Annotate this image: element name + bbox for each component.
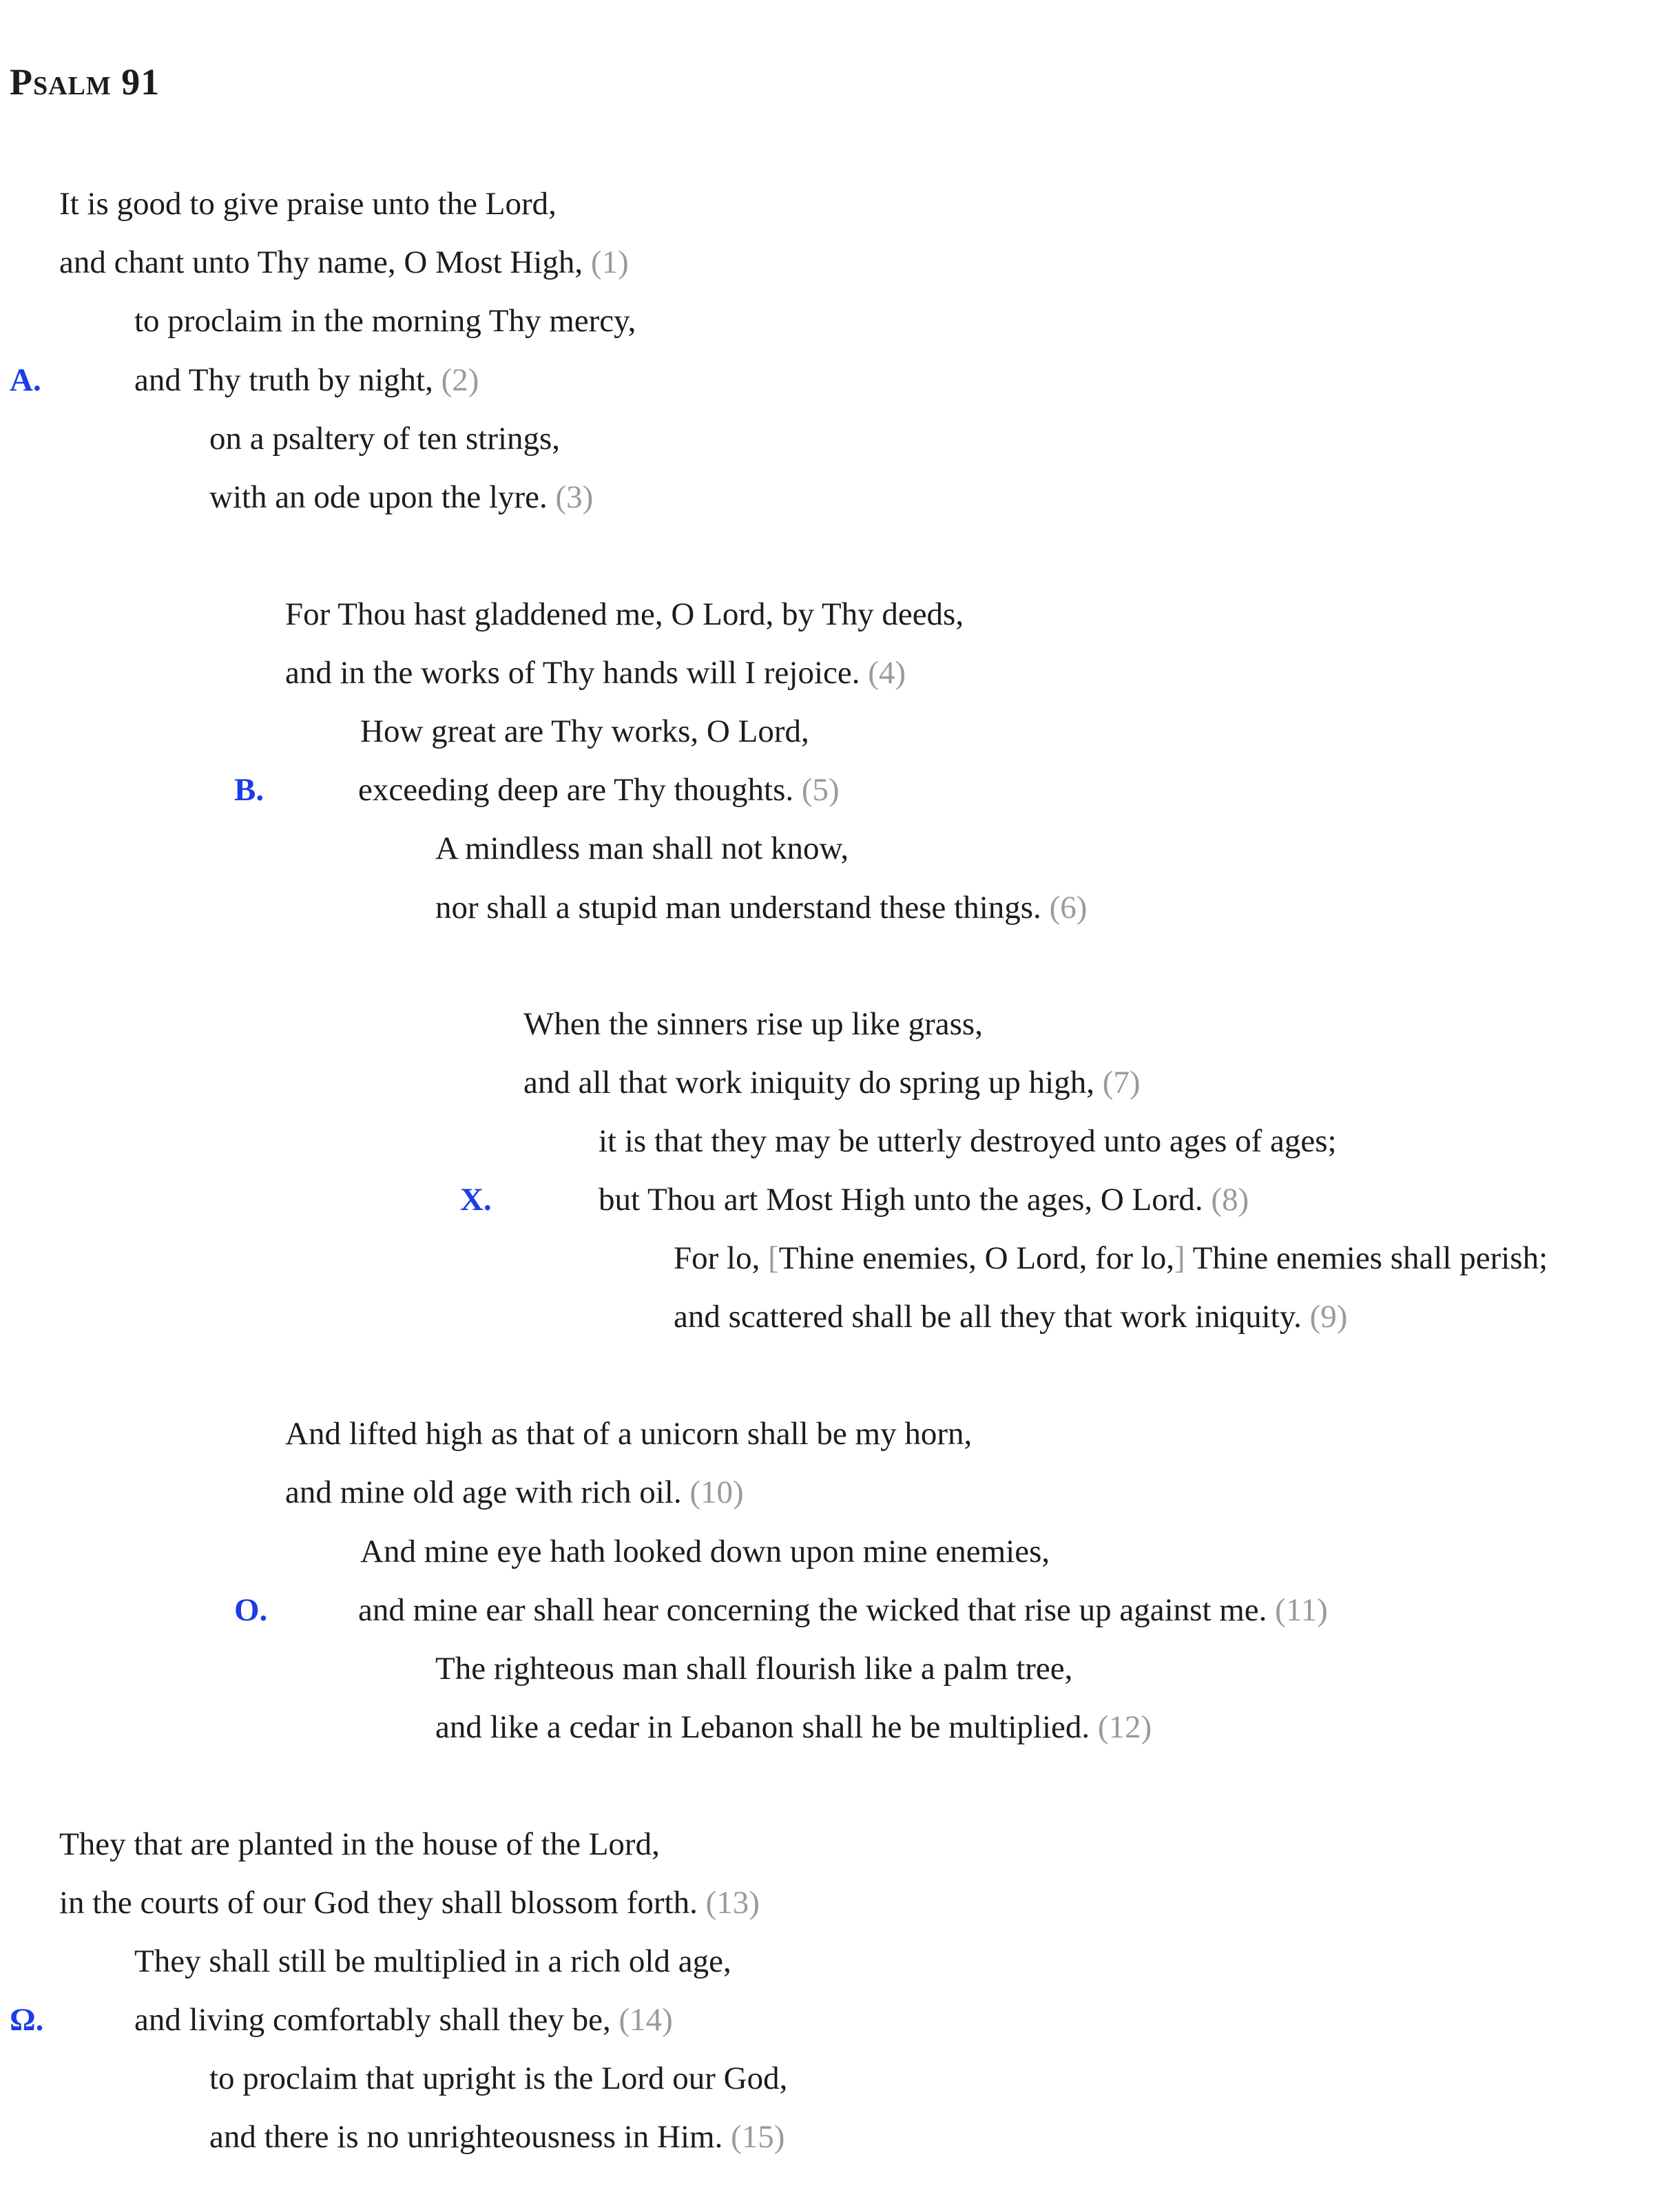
- verse-line: [134, 1941, 731, 1982]
- verse-line: [360, 1531, 1050, 1572]
- verse-line: [599, 1120, 1337, 1162]
- verse-number: (10): [689, 1474, 744, 1510]
- verse-text: and there is no unrighteousness in Him.: [209, 2119, 723, 2155]
- verse-number: (12): [1097, 1709, 1152, 1745]
- verse-text: They shall still be multiplied in a rich old age,: [134, 1943, 731, 1979]
- verse-line: [435, 887, 1087, 928]
- verse-text: and scattered shall be all they that work iniquity.: [674, 1299, 1302, 1335]
- verse-text: And mine eye hath looked down upon mine enemies,: [360, 1534, 1050, 1569]
- page-title: Psalm 91: [10, 61, 160, 103]
- verse-number: (13): [705, 1885, 760, 1921]
- verse-text: For Thou hast gladdened me, O Lord, by Thy deeds,: [285, 596, 964, 632]
- verse-line: [360, 711, 809, 752]
- stanza-marker: B.: [234, 772, 264, 808]
- verse-text: on a psaltery of ten strings,: [209, 421, 561, 457]
- verse-line: [59, 1824, 660, 1865]
- verse-text: and Thy truth by night,: [134, 362, 433, 398]
- verse-text: Thine enemies shall perish;: [1185, 1240, 1548, 1276]
- verse-line: [358, 769, 840, 811]
- stanza-marker: Ω.: [10, 2002, 44, 2038]
- verse-line: [285, 594, 964, 635]
- verse-number: (8): [1211, 1182, 1249, 1218]
- verse-number: (9): [1309, 1299, 1348, 1335]
- verse-text: it is that they may be utterly destroyed unto ages of ages;: [599, 1123, 1337, 1159]
- verse-text: exceeding deep are Thy thoughts.: [358, 772, 794, 808]
- verse-line: [599, 1179, 1249, 1220]
- verse-text: and in the works of Thy hands will I rejoice.: [285, 655, 860, 691]
- verse-line: [285, 1413, 972, 1454]
- verse-number: (6): [1049, 890, 1088, 926]
- verse-number: (11): [1275, 1592, 1328, 1628]
- verse-text: A mindless man shall not know,: [435, 831, 849, 866]
- verse-line: [523, 1003, 983, 1045]
- stanza-marker: X.: [460, 1182, 492, 1218]
- verse-number: (14): [618, 2002, 673, 2038]
- verse-text: It is good to give praise unto the Lord,: [59, 186, 557, 222]
- verse-text: For lo,: [674, 1240, 769, 1276]
- stanza-marker: O.: [234, 1592, 268, 1628]
- verse-text: but Thou art Most High unto the ages, O Lord.: [599, 1182, 1203, 1218]
- verse-line: [209, 477, 593, 518]
- bracket-close: ]: [1174, 1240, 1185, 1276]
- bracket-open: [: [768, 1240, 779, 1276]
- verse-text: The righteous man shall flourish like a palm tree,: [435, 1651, 1073, 1687]
- verse-line: [59, 1882, 760, 1923]
- verse-number: (1): [590, 244, 629, 280]
- verse-text: with an ode upon the lyre.: [209, 479, 548, 515]
- verse-text: How great are Thy works, O Lord,: [360, 713, 809, 749]
- verse-number: (7): [1102, 1065, 1141, 1100]
- verse-line: [674, 1238, 1548, 1279]
- verse-number: (5): [801, 772, 840, 808]
- verse-text: in the courts of our God they shall blossom forth.: [59, 1885, 698, 1921]
- verse-line: [358, 1589, 1328, 1631]
- verse-text: and all that work iniquity do spring up high,: [523, 1065, 1094, 1100]
- verse-line: [209, 418, 560, 459]
- verse-text: nor shall a stupid man understand these things.: [435, 890, 1041, 926]
- verse-number: (15): [731, 2119, 785, 2155]
- verse-line: [674, 1296, 1347, 1337]
- verse-line: [285, 1472, 744, 1513]
- verse-text: and living comfortably shall they be,: [134, 2002, 611, 2038]
- verse-line: [435, 828, 849, 869]
- verse-line: [59, 183, 557, 225]
- verse-text: and chant unto Thy name, O Most High,: [59, 244, 583, 280]
- verse-text: They that are planted in the house of the Lord,: [59, 1826, 660, 1862]
- verse-text: and mine ear shall hear concerning the wicked that rise up against me.: [358, 1592, 1267, 1628]
- verse-line: [134, 359, 479, 401]
- verse-number: (2): [441, 362, 479, 398]
- verse-text: And lifted high as that of a unicorn shall be my horn,: [285, 1416, 973, 1452]
- verse-line: [209, 2116, 784, 2158]
- verse-line: [285, 652, 906, 693]
- verse-text: When the sinners rise up like grass,: [523, 1006, 983, 1042]
- verse-text: and like a cedar in Lebanon shall he be multiplied.: [435, 1709, 1090, 1745]
- verse-line: [134, 300, 636, 342]
- verse-line: [59, 242, 629, 283]
- verse-number: (3): [555, 479, 594, 515]
- verse-line: [209, 2058, 787, 2099]
- verse-text: to proclaim that upright is the Lord our God,: [209, 2060, 788, 2096]
- verse-text: and mine old age with rich oil.: [285, 1474, 682, 1510]
- verse-line: [134, 1999, 673, 2041]
- verse-line: [435, 1648, 1072, 1689]
- verse-line: [523, 1062, 1141, 1103]
- bracketed-text: Thine enemies, O Lord, for lo,: [778, 1240, 1175, 1276]
- stanza-marker: A.: [10, 362, 41, 398]
- verse-number: (4): [868, 655, 906, 691]
- verse-text: to proclaim in the morning Thy mercy,: [134, 303, 636, 339]
- verse-line: [435, 1707, 1152, 1748]
